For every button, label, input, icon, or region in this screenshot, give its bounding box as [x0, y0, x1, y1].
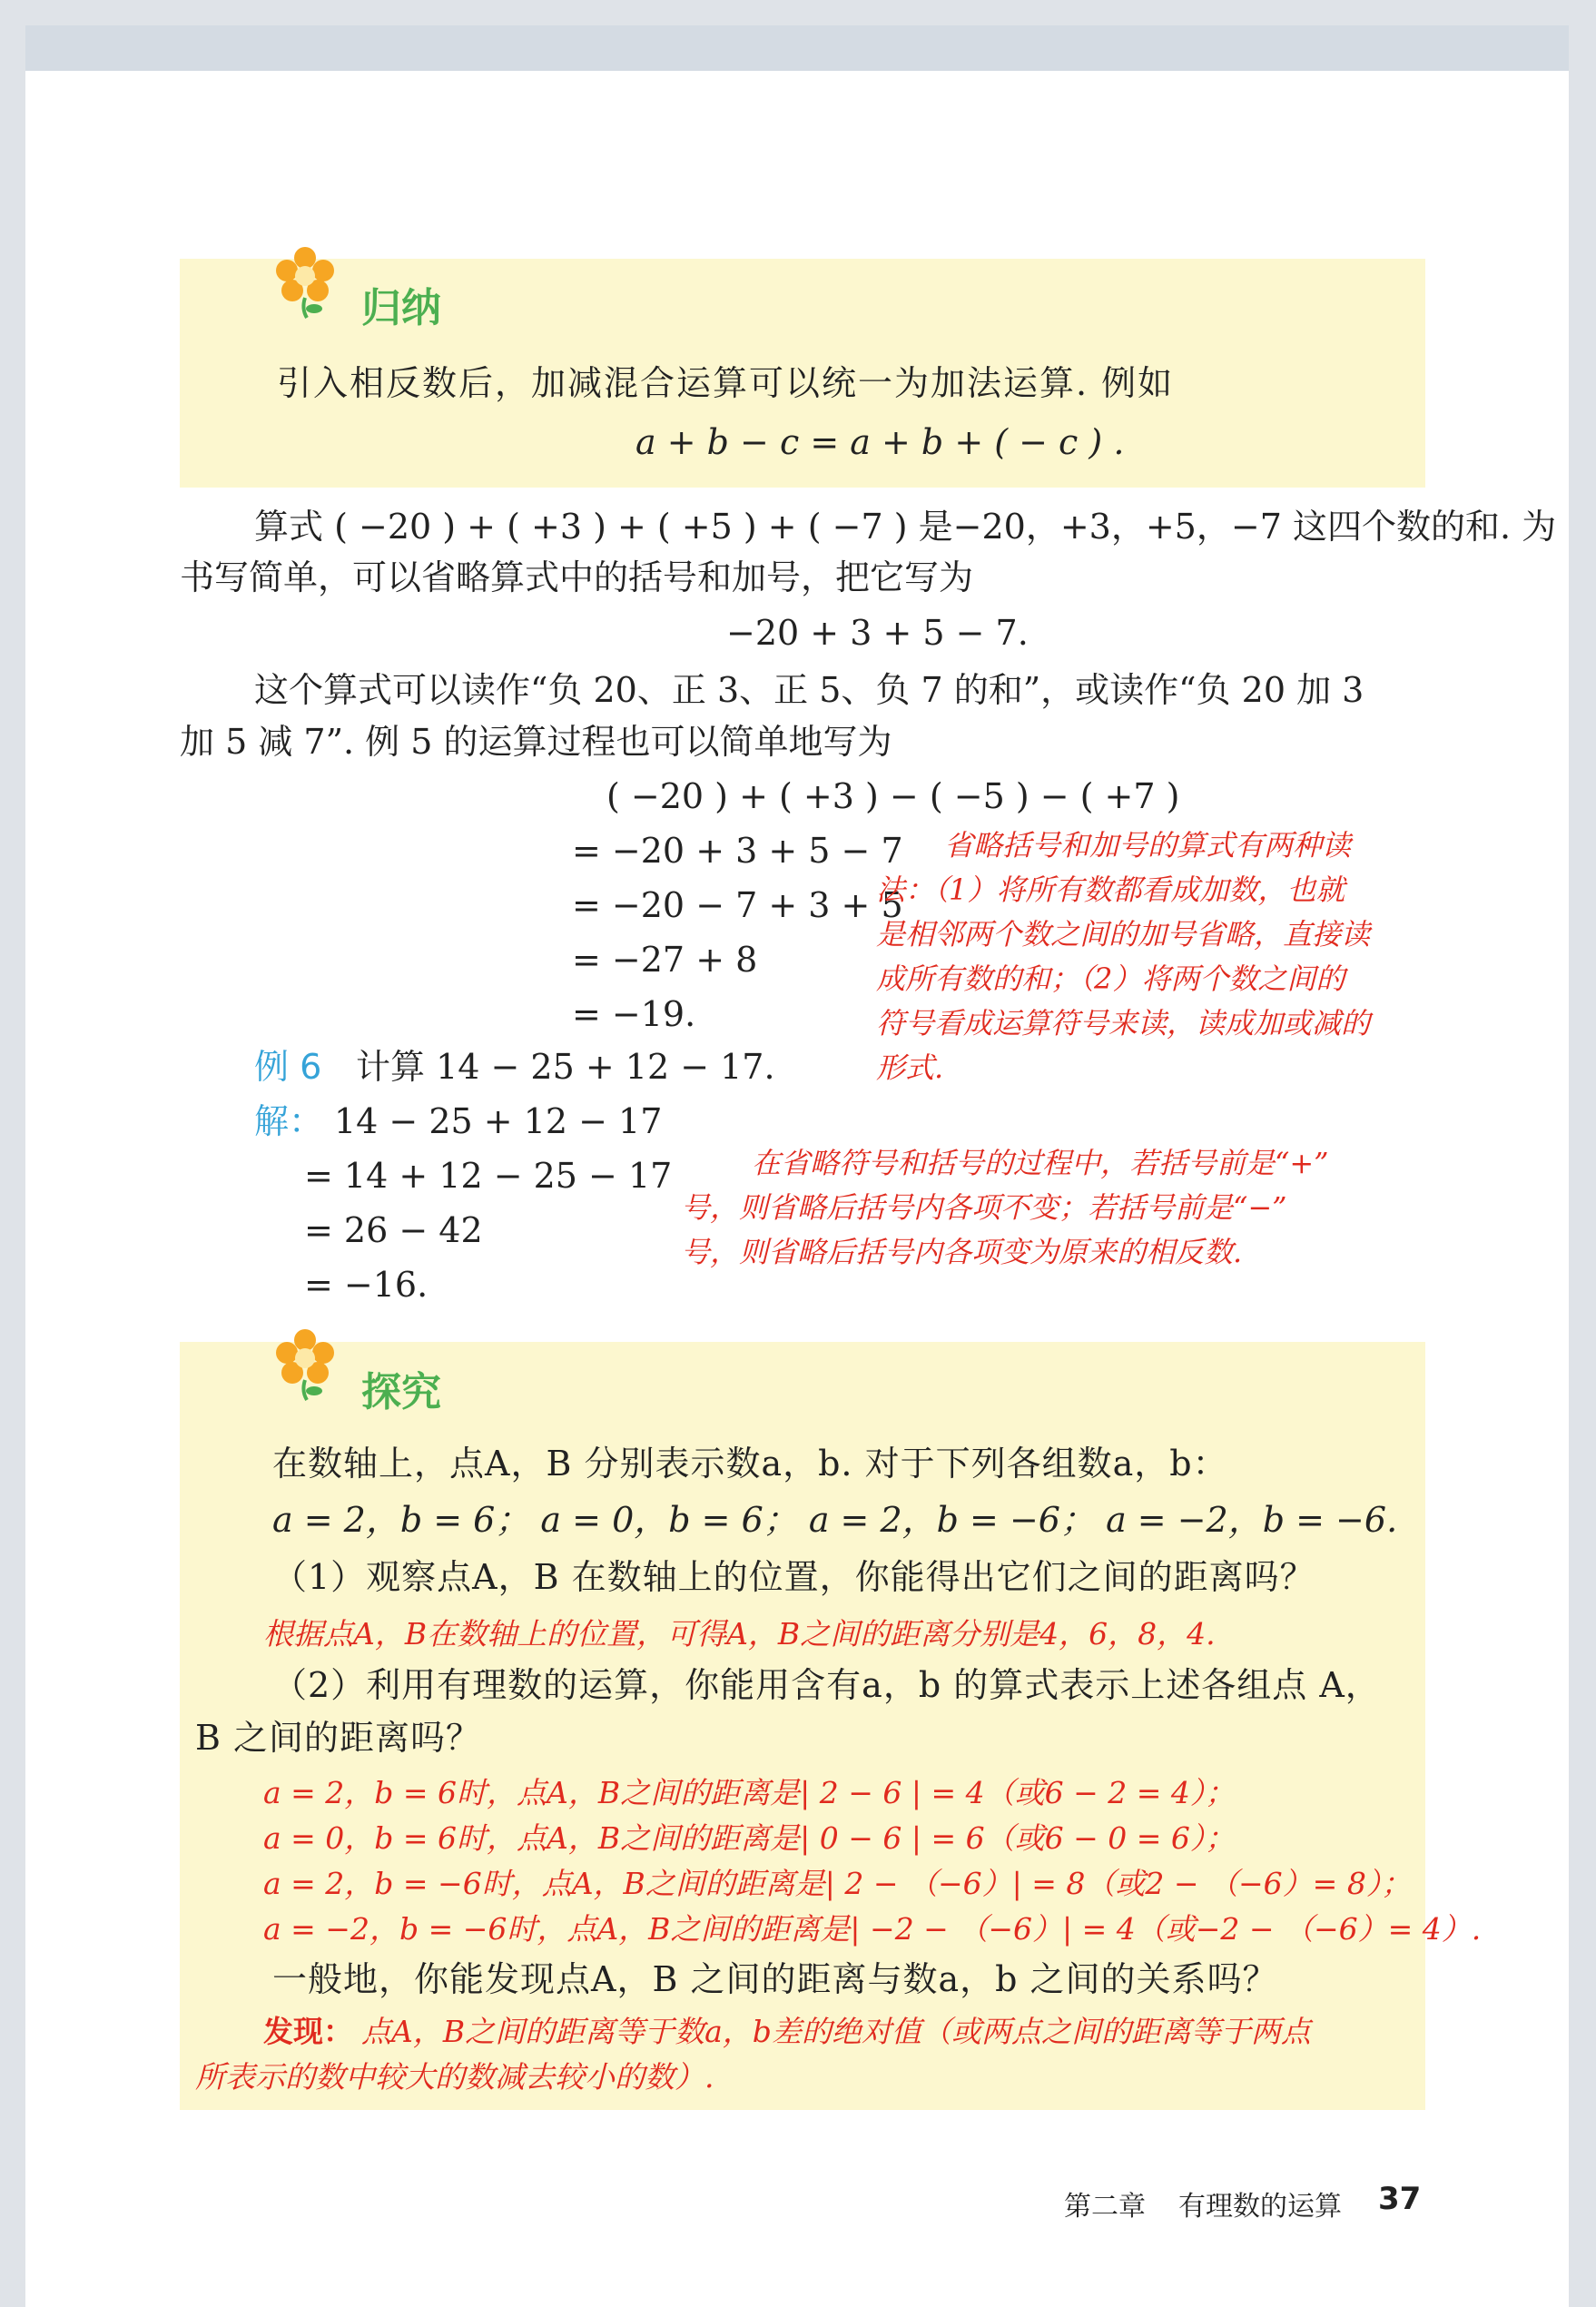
calc5-line: = −27 + 8: [572, 940, 758, 980]
para1-line2: 书写简单，可以省略算式中的括号和加号，把它写为: [180, 557, 974, 597]
example6-problem: 计算 14 − 25 + 12 − 17.: [356, 1047, 775, 1087]
induction-text: 引入相反数后，加减混合运算可以统一为加法运算. 例如: [277, 363, 1175, 403]
question-2-line1: （2）利用有理数的运算，你能用含有a，b 的算式表示上述各组点 A，: [272, 1665, 1381, 1705]
finding-line1: 点A，B之间的距离等于数a，b差的绝对值（或两点之间的距离等于两点: [361, 2014, 1311, 2049]
flower-icon: [271, 245, 340, 320]
question-3: 一般地，你能发现点A，B 之间的距离与数a，b 之间的关系吗？: [272, 1959, 1278, 1999]
solution-step: 14 − 25 + 12 − 17: [334, 1101, 663, 1141]
explore-intro: 在数轴上，点A，B 分别表示数a，b. 对于下列各组数a，b：: [272, 1444, 1228, 1484]
page-number: 37: [1378, 2181, 1422, 2217]
answer-2-line: a = −2，b = −6时，点A，B之间的距离是| −2 − （−6）| = 4（或−2 − （−6）= 4）.: [263, 1911, 1482, 1947]
side-note-1-line: 符号看成运算符号来读，读成加或减的: [876, 1006, 1371, 1040]
calc5-line: = −20 − 7 + 3 + 5: [572, 885, 903, 925]
solution-label: 解：: [254, 1101, 324, 1141]
induction-formula: a + b − c = a + b + ( − c ) .: [635, 422, 1125, 462]
induction-title: 归纳: [361, 285, 441, 331]
side-note-2-line: 号，则省略后括号内各项不变；若括号前是“−”: [681, 1190, 1287, 1225]
side-note-1-line: 省略括号和加号的算式有两种读: [944, 828, 1352, 863]
side-note-2-line: 在省略符号和括号的过程中，若括号前是“+”: [752, 1146, 1329, 1180]
side-note-2-line: 号，则省略后括号内各项变为原来的相反数.: [681, 1235, 1243, 1269]
para1-formula: −20 + 3 + 5 − 7.: [726, 613, 1029, 653]
question-2-line2: B 之间的距离吗？: [195, 1718, 482, 1758]
side-note-1-line: 是相邻两个数之间的加号省略，直接读: [876, 917, 1371, 951]
chapter-label: 第二章: [1064, 2191, 1146, 2223]
solution-step: = 14 + 12 − 25 − 17: [304, 1156, 673, 1196]
example6-label: 例 6: [254, 1047, 322, 1087]
calc5-line: = −19.: [572, 994, 696, 1034]
side-note-1-line: 法：（1）将所有数都看成加数，也就: [876, 873, 1345, 907]
answer-2-line: a = 0，b = 6时，点A，B之间的距离是| 0 − 6 | = 6（或6 − 0 = 6）；: [263, 1820, 1236, 1856]
chapter-title: 有理数的运算: [1178, 2191, 1342, 2223]
calc5-line: = −20 + 3 + 5 − 7: [572, 831, 903, 871]
para1-line1: 算式 ( −20 ) + ( +3 ) + ( +5 ) + ( −7 ) 是−20，+3，+5，−7 这四个数的和. 为: [254, 507, 1557, 547]
para2-line1: 这个算式可以读作“负 20、正 3、正 5、负 7 的和”，或读作“负 20 加 3: [254, 670, 1364, 710]
scan-top-edge: [25, 25, 1569, 73]
answer-1: 根据点A，B在数轴上的位置，可得A，B之间的距离分别是4，6，8，4.: [263, 1616, 1216, 1651]
answer-2-line: a = 2，b = 6时，点A，B之间的距离是| 2 − 6 | = 4（或6 − 2 = 4）；: [263, 1775, 1236, 1810]
explore-title: 探究: [361, 1369, 441, 1415]
explore-groups: a = 2，b = 6； a = 0，b = 6； a = 2，b = −6； a = −2，b = −6.: [272, 1500, 1398, 1540]
para2-line2: 加 5 减 7”. 例 5 的运算过程也可以简单地写为: [180, 722, 892, 762]
flower-icon: [271, 1327, 340, 1402]
solution-step: = 26 − 42: [304, 1210, 483, 1250]
solution-step: = −16.: [304, 1265, 429, 1305]
calc5-line: ( −20 ) + ( +3 ) − ( −5 ) − ( +7 ): [606, 776, 1180, 816]
answer-2-line: a = 2，b = −6时，点A，B之间的距离是| 2 − （−6）| = 8（或2 − （−6）= 8）；: [263, 1866, 1412, 1901]
side-note-1-line: 形式.: [876, 1050, 944, 1085]
finding-label: 发现：: [263, 2014, 353, 2049]
finding-line2: 所表示的数中较大的数减去较小的数）.: [195, 2059, 714, 2095]
question-1: （1）观察点A，B 在数轴上的位置，你能得出它们之间的距离吗？: [272, 1557, 1315, 1597]
side-note-1-line: 成所有数的和；（2）将两个数之间的: [876, 961, 1345, 996]
